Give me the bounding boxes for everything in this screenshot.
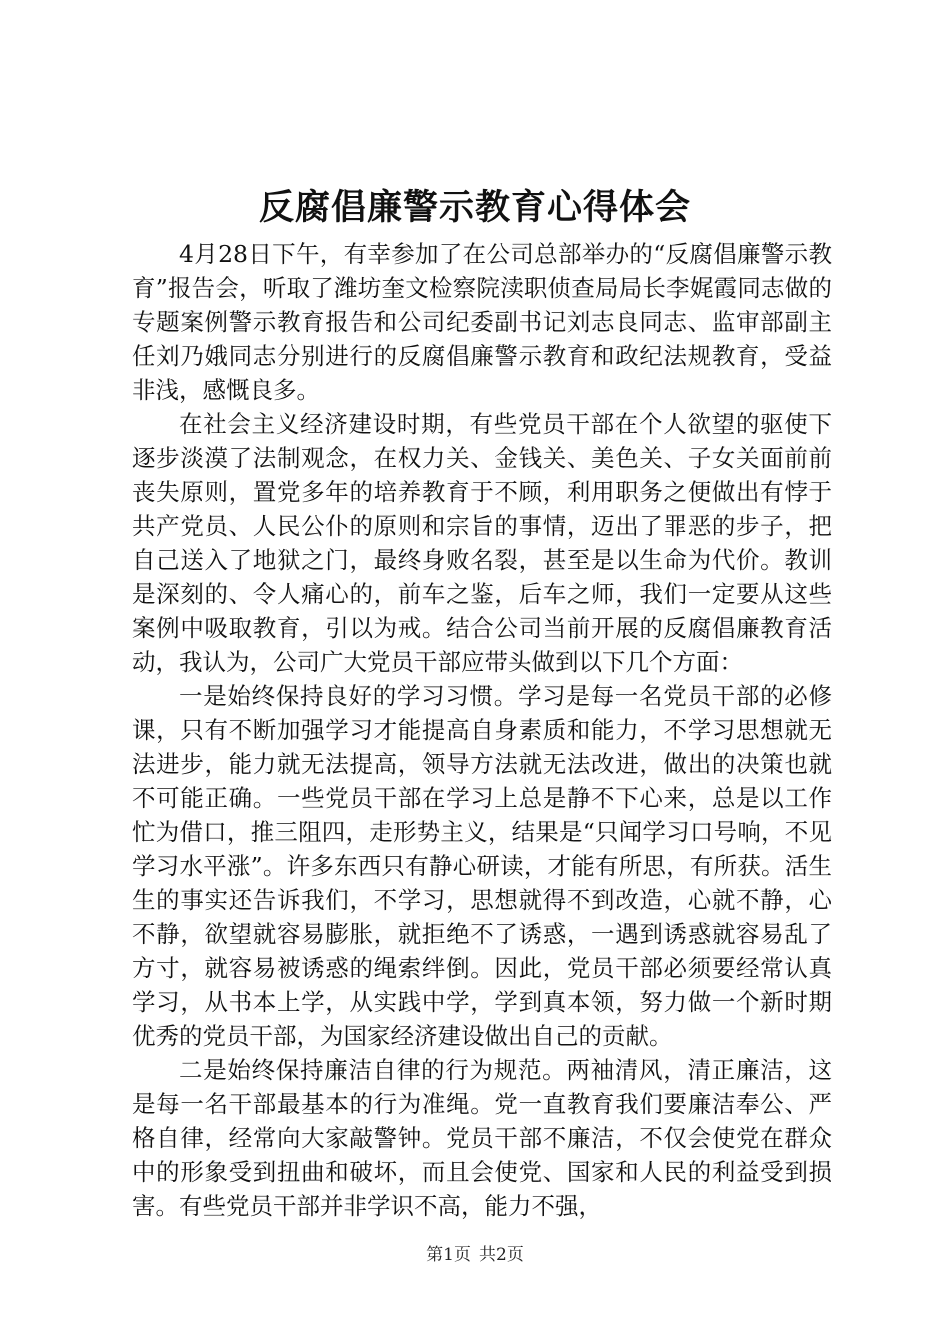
paragraph-point-one: 一是始终保持良好的学习习惯。学习是每一名党员干部的必修课，只有不断加强学习才能提高自身素质和能力，不学习思想就无法进步，能力就无法提高，领导方法就无法改进，做出的决策也就不可能正确。一些党员干部在学习上总是静不下心来，总是以工作忙为借口，推三阻四，走形势主义，结果是“只闻学习口号响，不见学习水平涨”。许多东西只有静心研读，才能有所思，有所获。活生生的事实还告诉我们，不学习，思想就得不到改造，心就不静，心不静，欲望就容易膨胀，就拒绝不了诱惑，一遇到诱惑就容易乱了方寸，就容易被诱惑的绳索绊倒。因此，党员干部必须要经常认真学习，从书本上学，从实践中学，学到真本领，努力做一个新时期优秀的党员干部，为国家经济建设做出自己的贡献。 bbox=[132, 682, 832, 1050]
paragraph-context: 在社会主义经济建设时期，有些党员干部在个人欲望的驱使下逐步淡漠了法制观念，在权力关、金钱关、美色关、子女关面前前丧失原则，置党多年的培养教育于不顾，利用职务之便做出有悖于共产党员、人民公仆的原则和宗旨的事情，迈出了罪恶的步子，把自己送入了地狱之门，最终身败名裂，甚至是以生命为代价。教训是深刻的、令人痛心的，前车之鉴，后车之师，我们一定要从这些案例中吸取教育，引以为戒。结合公司当前开展的反腐倡廉教育活动，我认为，公司广大党员干部应带头做到以下几个方面： bbox=[132, 410, 832, 676]
page-footer bbox=[0, 1243, 950, 1267]
document-title: 反腐倡廉警示教育心得体会 bbox=[258, 187, 691, 228]
paragraph-intro: 4月28日下午，有幸参加了在公司总部举办的“反腐倡廉警示教育”报告会，听取了潍坊奎文检察院渎职侦查局局长李娓霞同志做的专题案例警示教育报告和公司纪委副书记刘志良同志、监审部副主任刘乃娥同志分别进行的反腐倡廉警示教育和政纪法规教育，受益非浅，感慨良多。 bbox=[132, 240, 832, 404]
page-number: 第1页 bbox=[426, 1245, 471, 1265]
page-total: 共2页 bbox=[479, 1245, 524, 1265]
paragraph-point-two: 二是始终保持廉洁自律的行为规范。两袖清风，清正廉洁，这是每一名干部最基本的行为准绳。党一直教育我们要廉洁奉公、严格自律，经常向大家敲警钟。党员干部不廉洁，不仅会使党在群众中的形象受到扭曲和破坏，而且会使党、国家和人民的利益受到损害。有些党员干部并非学识不高，能力不强， bbox=[132, 1056, 832, 1220]
document-body bbox=[132, 237, 832, 1223]
